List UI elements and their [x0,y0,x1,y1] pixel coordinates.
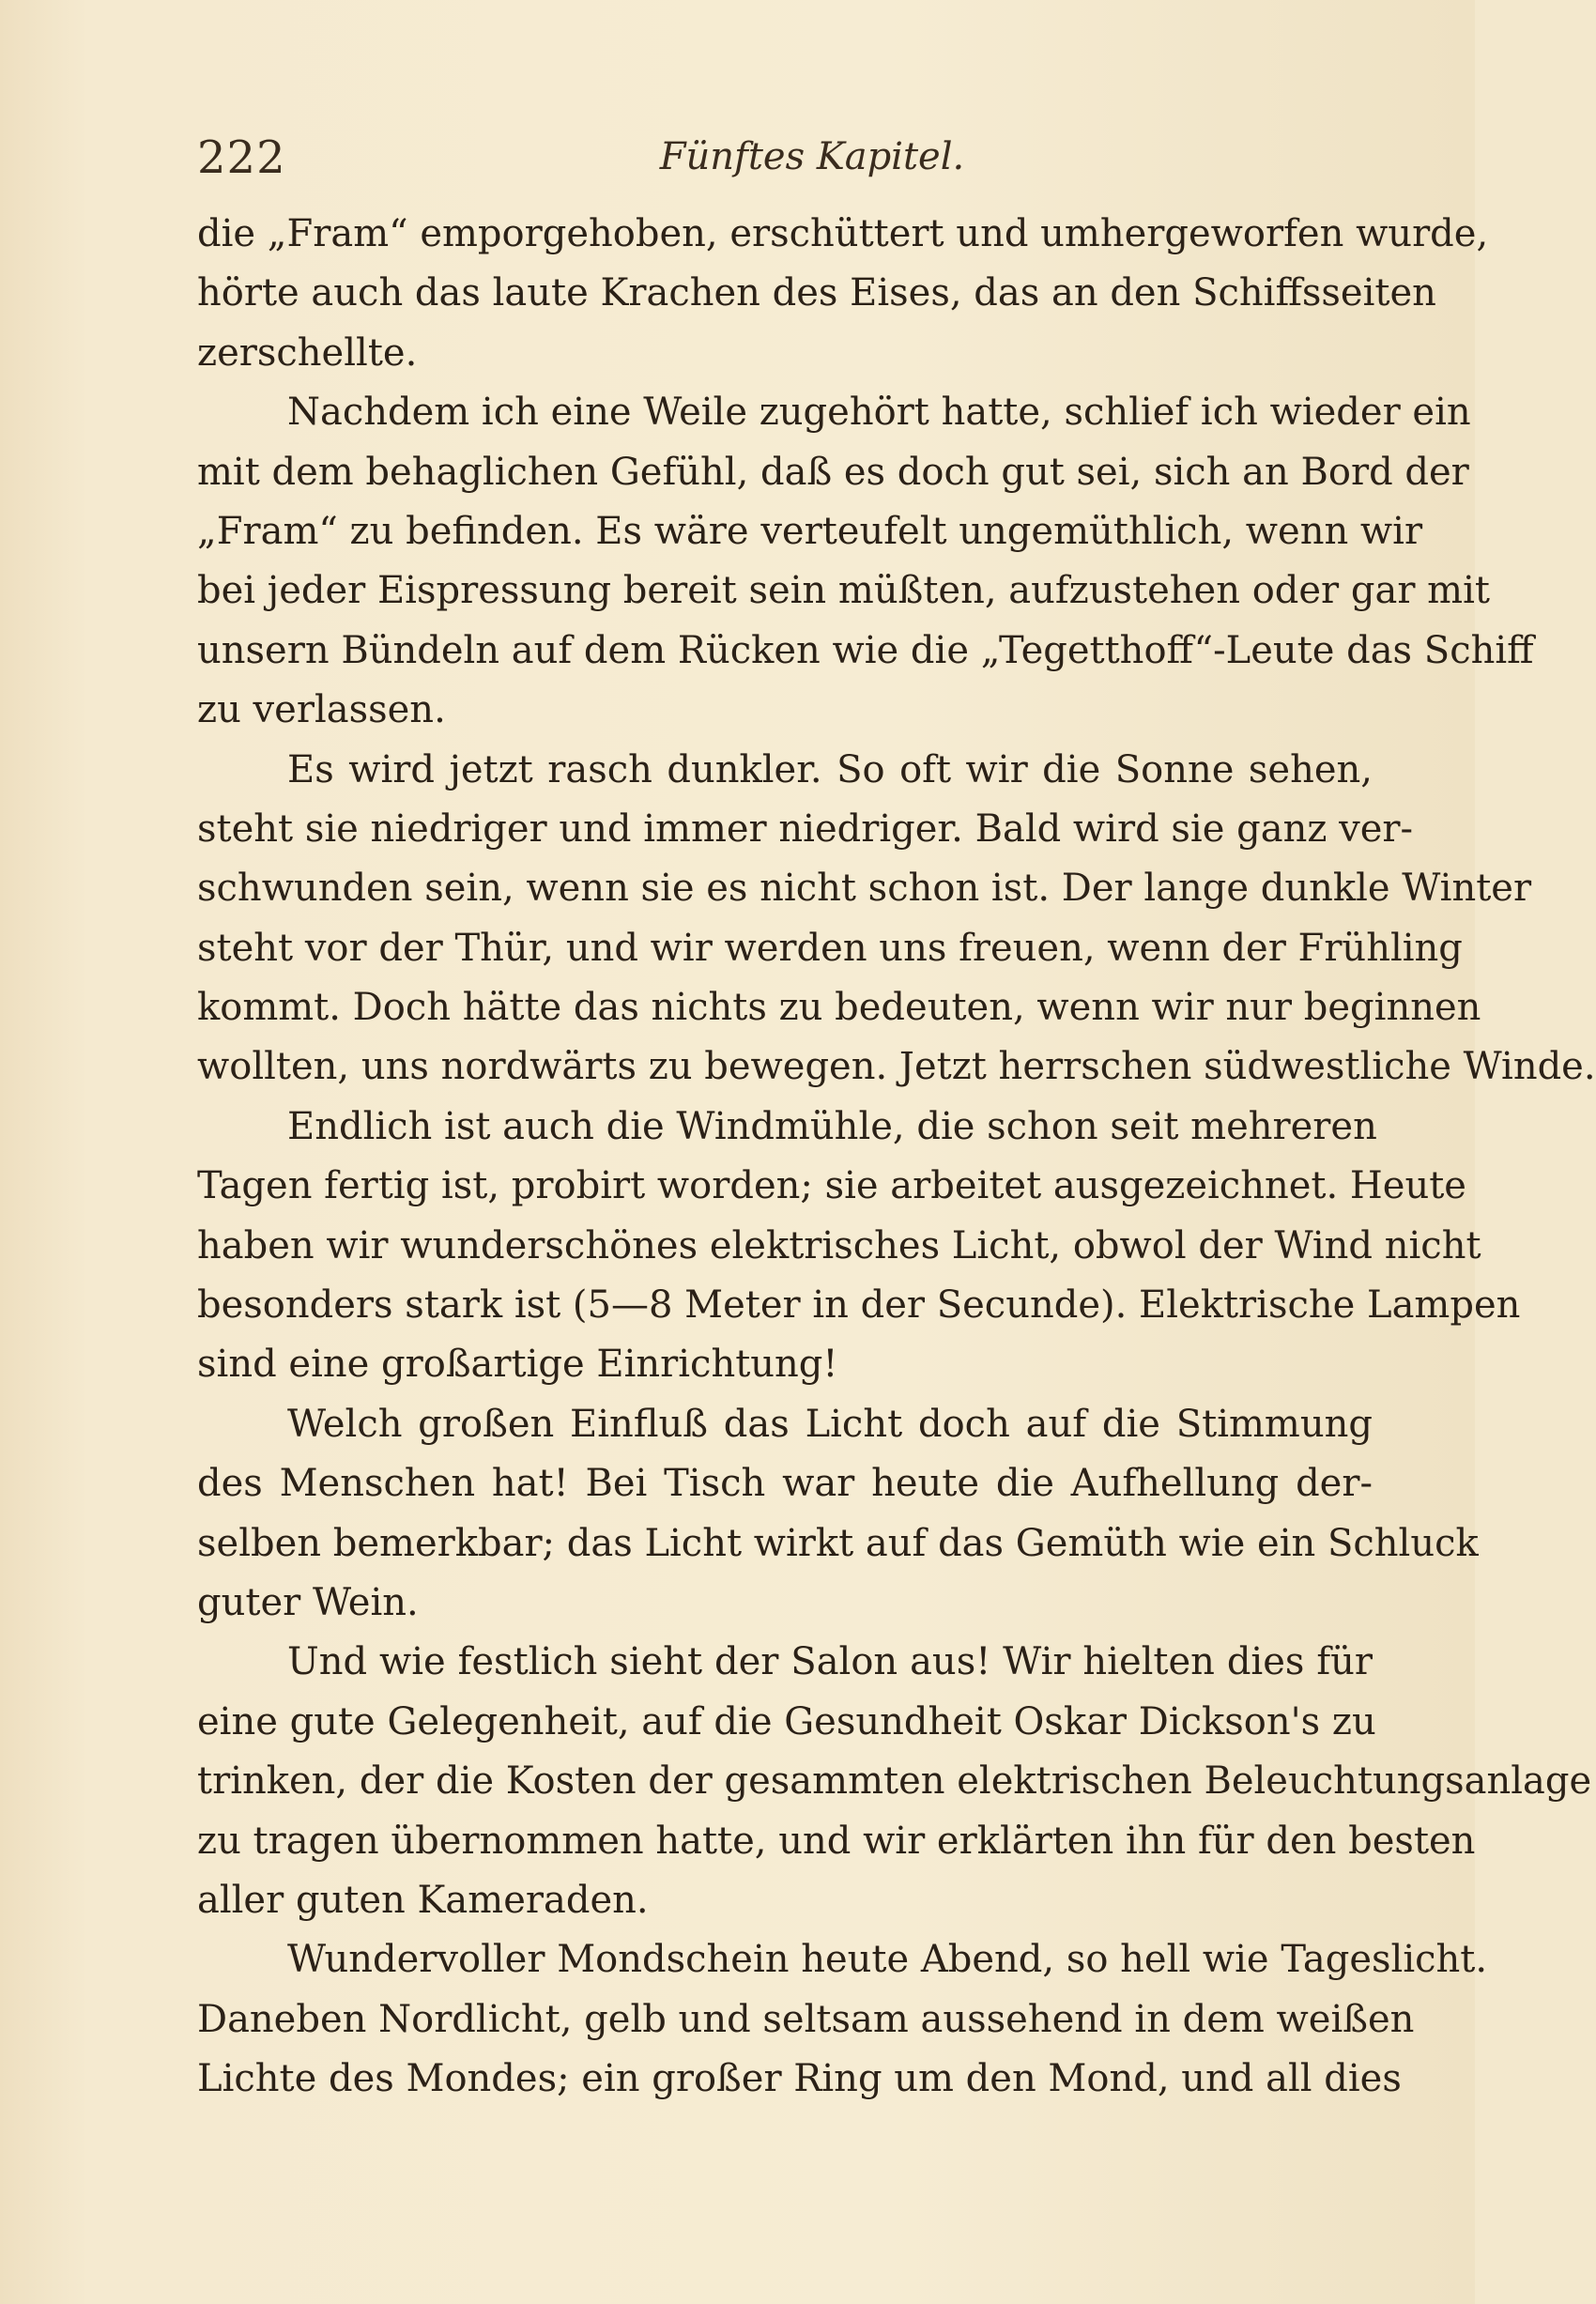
text-line: die „Fram“ emporgehoben, erschüttert und umhergeworfen wurde, [197,212,1489,255]
body-text [197,205,1596,2110]
text-line: Und wie festlich sieht der Salon aus! Wir hielten dies für [287,1640,1373,1684]
text-line: sind eine großartige Einrichtung! [197,1343,838,1387]
text-line: kommt. Doch hätte das nichts zu bedeuten, wenn wir nur beginnen [197,986,1481,1030]
text-line: bei jeder Eispressung bereit sein müßten, aufzustehen oder gar mit [197,569,1490,613]
text-line: Nachdem ich eine Weile zugehört hatte, schlief ich wieder ein [287,391,1471,435]
text-line: guter Wein. [197,1580,419,1624]
text-line: mit dem behaglichen Gefühl, daß es doch gut sei, sich an Bord der [197,450,1469,494]
page-header [197,131,1371,188]
text-line: hörte auch das laute Krachen des Eises, das an den Schiffsseiten [197,271,1436,315]
text-line: Tagen fertig ist, probirt worden; sie arbeitet ausgezeichnet. Heute [197,1164,1466,1208]
text-line: Lichte des Mondes; ein großer Ring um den Mond, und all dies [197,2057,1402,2101]
text-line: haben wir wunderschönes elektrisches Licht, obwol der Wind nicht [197,1223,1481,1267]
text-line: aller guten Kameraden. [197,1878,649,1922]
text-line: Endlich ist auch die Windmühle, die schon seit mehreren [287,1104,1377,1148]
running-head: Fünftes Kapitel. [659,135,965,178]
text-line: wollten, uns nordwärts zu bewegen. Jetzt herrschen südwestliche Winde. [197,1045,1596,1089]
text-line: Es wird jetzt rasch dunkler. So oft wir die Sonne sehen, [287,747,1373,791]
text-line: eine gute Gelegenheit, auf die Gesundheit Oskar Dickson's zu [197,1699,1376,1743]
text-line: selben bemerkbar; das Licht wirkt auf das Gemüth wie ein Schluck [197,1521,1479,1565]
text-line: unsern Bündeln auf dem Rücken wie die „Tegetthoff“-Leute das Schiff [197,628,1534,672]
text-line: trinken, der die Kosten der gesammten elektrischen Beleuchtungsanlage [197,1759,1592,1804]
text-line: des Menschen hat! Bei Tisch war heute die Aufhellung der- [197,1462,1373,1506]
text-line: steht vor der Thür, und wir werden uns freuen, wenn der Frühling [197,926,1463,970]
text-line: Welch großen Einfluß das Licht doch auf die Stimmung [287,1402,1373,1446]
text-line: steht sie niedriger und immer niedriger. Bald wird sie ganz ver- [197,806,1414,851]
text-line: zerschellte. [197,330,418,375]
text-line: zu tragen übernommen hatte, und wir erklärten ihn für den besten [197,1819,1476,1863]
text-line: „Fram“ zu befinden. Es wäre verteufelt ungemüthlich, wenn wir [197,509,1423,553]
text-line: besonders stark ist (5—8 Meter in der Secunde). Elektrische Lampen [197,1283,1521,1328]
text-line: Wundervoller Mondschein heute Abend, so hell wie Tageslicht. [287,1938,1488,1982]
text-line: schwunden sein, wenn sie es nicht schon ist. Der lange dunkle Winter [197,867,1532,911]
text-line: Daneben Nordlicht, gelb und seltsam aussehend in dem weißen [197,1997,1415,2041]
page-number: 222 [197,131,286,184]
text-line: zu verlassen. [197,688,446,732]
